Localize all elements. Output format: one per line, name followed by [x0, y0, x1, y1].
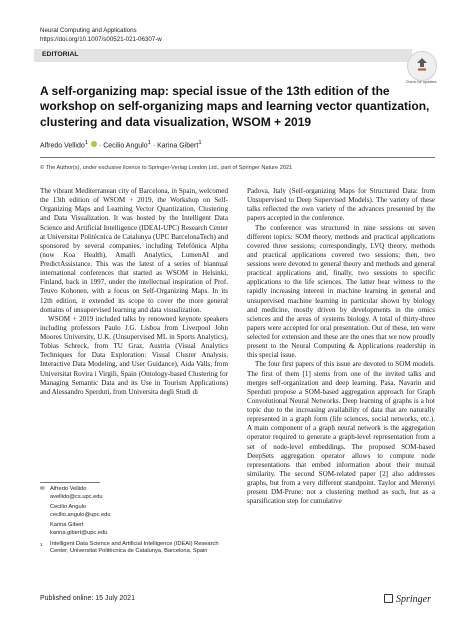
- publication-date: Published online: 15 July 2021: [40, 595, 135, 602]
- author-name[interactable]: Karina Gibert: [157, 142, 199, 150]
- author-affiliation-mark: 1: [147, 140, 151, 146]
- contact-name: Alfredo Vellido: [50, 486, 87, 492]
- left-column: [40, 187, 228, 482]
- journal-name: Neural Computing and Applications: [40, 27, 137, 34]
- author-list: [40, 138, 202, 151]
- running-header: [40, 26, 162, 44]
- author-affiliation-mark: 1: [84, 140, 89, 146]
- author-affiliation-mark: 1: [198, 140, 202, 146]
- check-for-updates-badge[interactable]: [407, 51, 437, 81]
- author-name[interactable]: Alfredo Vellido: [40, 142, 85, 150]
- corresponding-author: [40, 486, 230, 494]
- body-paragraph: WSOM + 2019 included talks by renowned keynote speakers including professors Paulo J.G. Lisboa from Liverpool John Moores University, U.K. (Unsupervised ML in Sports Analytics), Tobias Schreck, from TU Graz, Austria (Visual Analytics Techniques for Data Exploration: Visual Cluster Analysis, Interactive Data Modeling, and User Guidance), Aida Valls, from Universitat Rovira i Virgili, Spain (Ontology-based Clustering for Managing Semantic Data and its Use in Tourism Applications) and Alessandro Sperduti, from Universita degli Studi di: [40, 314, 228, 396]
- correspondence-block: [40, 486, 230, 556]
- contact-email[interactable]: karina.gibert@upc.edu: [50, 529, 108, 536]
- body-paragraph: The conference was structured in nine sessions on seven different topics: SOM theory, methods and practical applications covered three sessions; correspondingly, LVQ theory, methods and practical applications covered two sessions; then, two sessions were devoted to general theory and methods and general practical applications and, finally, two sessions to specific applications to the life sciences. The latter bear witness to the rapidly increasing interest in machine learning in general and unsupervised machine learning in particular shown by biology and medicine, mostly driven by developments in the omics sciences and the areas of systems biology. A total of thirty-three papers were accepted for oral presentation. Out of these, ten were selected for extension and these are the ones that we now proudly present to the Neural Computing & Applications readership in this special issue.: [247, 223, 435, 360]
- body-paragraph: The vibrant Mediterranean city of Barcelona, in Spain, welcomed the 13th edition of WSOM + 2019, the Workshop on Self-Organizing Maps and Learning Vector Quantization, Clustering and Data Visualization. It was hosted by the Intelligent Data Science and Artificial Intelligence (IDEAI-UPC) Research Center at Universitat Politècnica de Catalunya (UPC BarcelonaTech) and sponsored by several companies, including Telefónica Alpha (now Koa Health), Amalfi Analytics, LumenAI and PredictAssistance. This was the latest of a series of biannual international conferences that started as WSOM in Helsinki, Finland, back in 1997, under the intellectual inspiration of Prof. Teuvo Kohonen, with a focus on Self-Organizing Maps. In its 12th edition, it extended its scope to cover the more general domains of unsupervised learning and data visualization.: [40, 187, 228, 314]
- body-paragraph: The four first papers of this issue are devoted to SOM models. The first of them [1] stems from one of the invited talks and merges self-organization and deep learning. Pasa, Navarin and Sperduti propose a SOM-based aggregation approach for Graph Convolutional Neural Networks. Deep learning of graphs is a hot topic due to the increasing availability of data that are naturally represented in a graph form (life sciences, social networks, etc.). A main component of a graph neural network is the aggregation operator required to generate a graph-level representation from a set of node-level embeddings. The proposed SOM-based DeepSets aggregation operator allows to compute node representations that embed information about their mutual similarity. The second SOM-related paper [2] also addresses graphs, but from a very different standpoint. Taylor and Merenyi present DM-Prune: not a clustering method as such, but as a sparsification step for cumulative: [247, 360, 435, 506]
- divider: [40, 157, 435, 158]
- copyright-notice: © The Author(s), under exclusive licence to Springer-Verlag London Ltd., part of Springer Nature 2021: [40, 165, 293, 171]
- author-name[interactable]: Cecilio Angulo: [103, 142, 148, 150]
- footnote-divider: [40, 482, 100, 483]
- orcid-icon[interactable]: [91, 141, 97, 147]
- doi-link[interactable]: https://doi.org/10.1007/s00521-021-06307-w: [40, 36, 162, 43]
- envelope-icon: ✉: [40, 486, 45, 492]
- right-column: [247, 187, 435, 595]
- article-title: A self-organizing map: special issue of the 13th edition of the workshop on self-organizing maps and learning vector quantization, clustering and data visualization, WSOM + 2019: [40, 84, 430, 129]
- publisher-name: Springer: [396, 594, 431, 605]
- affiliation-mark: 1: [40, 541, 43, 547]
- check-for-updates-label: Check for updates: [405, 80, 437, 84]
- author-separator: ·: [152, 142, 156, 150]
- contact-name: Karina Gibert: [50, 522, 84, 529]
- springer-horse-icon: [384, 594, 393, 603]
- section-label: EDITORIAL: [42, 51, 79, 58]
- body-paragraph: Padova, Italy (Self-organizing Maps for Structured Data: from Unsupervised to Deep Supervised Models). The variety of these talks reflected the own variety of the advances presented by the papers accepted in the conference.: [247, 187, 435, 223]
- affiliation-text: Intelligent Data Science and Artificial Intelligence (IDEAI) Research Center, Universitat Politècnica de Catalunya, Barcelona, Spain: [50, 540, 219, 555]
- contact-email[interactable]: avellido@cs.upc.edu: [50, 493, 103, 500]
- section-band: [34, 49, 412, 62]
- contact-email[interactable]: cecilio.angulo@upc.edu: [50, 511, 111, 518]
- affiliation: [40, 541, 230, 556]
- publisher-logo[interactable]: [384, 594, 431, 605]
- author-separator: ·: [98, 142, 102, 150]
- contact-name: Cecilio Angulo: [50, 504, 87, 511]
- check-for-updates-icon: [415, 57, 429, 73]
